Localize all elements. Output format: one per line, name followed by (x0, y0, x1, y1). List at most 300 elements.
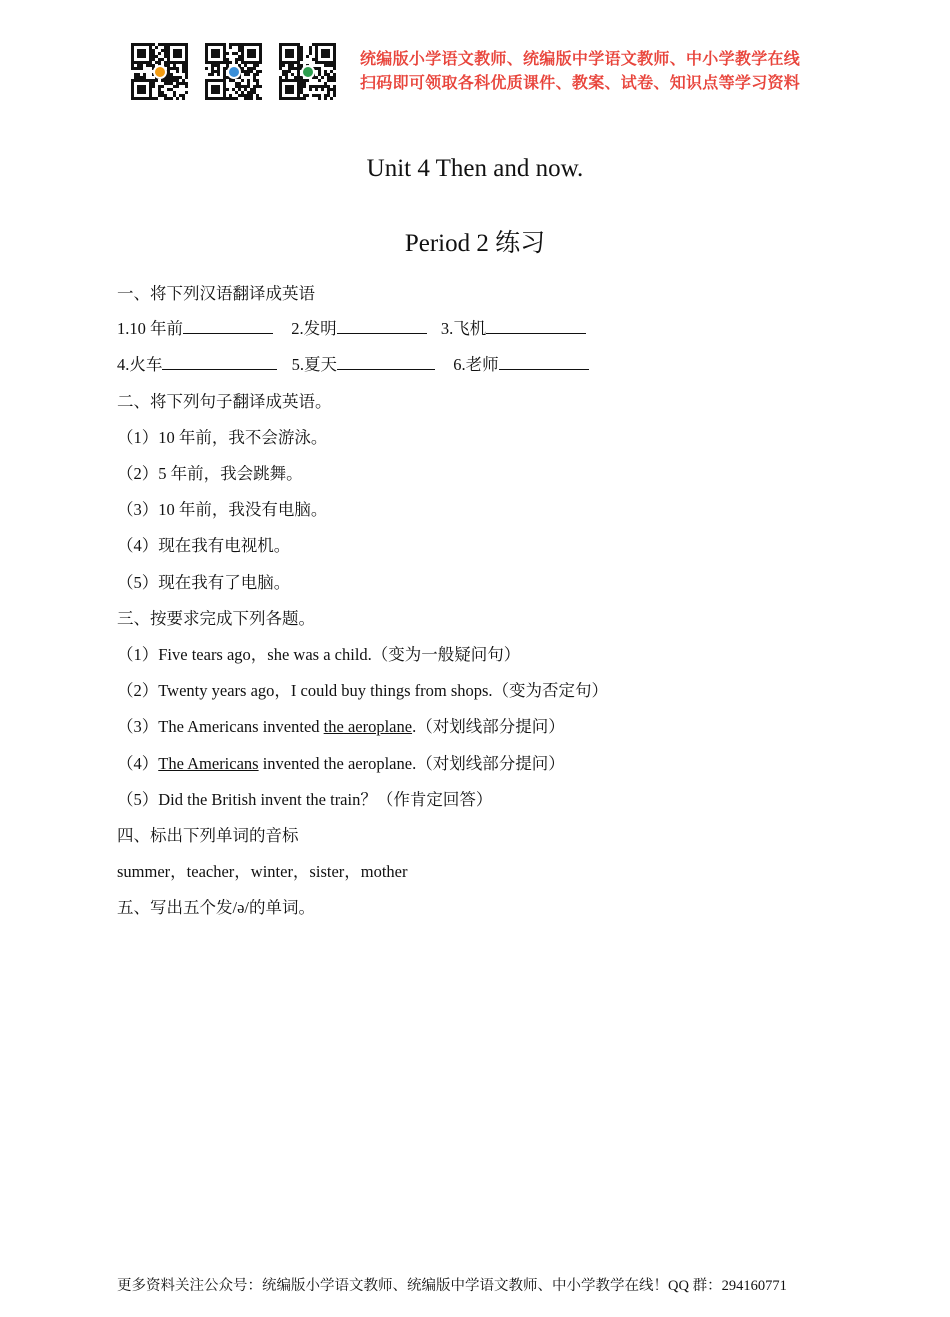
qr-module (256, 70, 259, 73)
qr-module (318, 79, 321, 82)
qr-module (253, 88, 256, 91)
page-title: Unit 4 Then and now. (366, 155, 584, 182)
section-2-item: （5）现在我有了电脑。 (117, 573, 291, 592)
qr-module (297, 64, 300, 67)
qr-module (294, 67, 297, 70)
vocab-item: 6.老师 (453, 355, 499, 374)
qr-module (330, 76, 333, 79)
qr-module (161, 79, 164, 82)
qr-module (235, 58, 238, 61)
qr-module (241, 85, 244, 88)
qr-module (300, 49, 303, 52)
qr-module (170, 82, 173, 85)
qr-module (321, 85, 324, 88)
qr-module (241, 94, 244, 97)
qr-module (333, 94, 336, 97)
vocab-item: 4.火车 (117, 355, 163, 374)
qr-module (185, 67, 188, 70)
qr-module (182, 79, 185, 82)
qr-module (176, 82, 179, 85)
qr-module (247, 79, 250, 82)
qr-module (297, 76, 300, 79)
qr-module (333, 79, 336, 82)
qr-module (250, 67, 253, 70)
qr-module (170, 67, 173, 70)
section-2-item: （3）10 年前，我没有电脑。 (117, 500, 328, 519)
vocab-item: 2.发明 (291, 319, 337, 338)
section-3-heading: 三、按要求完成下列各题。 (117, 609, 315, 628)
answer-blank[interactable] (499, 354, 589, 370)
qr-module (238, 46, 241, 49)
qr-module (164, 55, 167, 58)
qr-module (250, 94, 253, 97)
qr-module (155, 46, 158, 49)
answer-blank[interactable] (337, 354, 435, 370)
qr-module (158, 91, 161, 94)
qr-module (250, 70, 253, 73)
qr-module (303, 85, 306, 88)
qr-module (324, 70, 327, 73)
section-2-item: （2）5 年前，我会跳舞。 (117, 464, 303, 483)
qr-module (256, 82, 259, 85)
answer-blank[interactable] (162, 354, 277, 370)
qr-module (226, 58, 229, 61)
qr-module (134, 73, 137, 76)
qr-module (253, 64, 256, 67)
qr-module (315, 88, 318, 91)
qr-module (247, 67, 250, 70)
qr-module (238, 43, 241, 46)
qr-module (167, 64, 170, 67)
qr-module (256, 73, 259, 76)
qr-module (217, 73, 220, 76)
qr-code-3 (279, 43, 336, 100)
qr-module (229, 79, 232, 82)
qr-module (137, 73, 140, 76)
qr-module (244, 70, 247, 73)
qr-module (173, 76, 176, 79)
qr-module (211, 64, 214, 67)
section-1-heading: 一、将下列汉语翻译成英语 (117, 284, 315, 303)
qr-module (167, 79, 170, 82)
qr-code-2 (205, 43, 262, 100)
promo-banner (360, 47, 800, 95)
qr-module (324, 82, 327, 85)
qr-module (223, 73, 226, 76)
qr-module (297, 70, 300, 73)
qr-module (244, 88, 247, 91)
qr-module (333, 76, 336, 79)
qr-module (173, 85, 176, 88)
qr-module (185, 91, 188, 94)
qr-module (256, 94, 259, 97)
qr-module (164, 43, 167, 46)
answer-blank[interactable] (337, 318, 427, 334)
qr-module (327, 91, 330, 94)
qr-module (152, 85, 155, 88)
qr-module (282, 64, 285, 67)
qr-module (226, 52, 229, 55)
qr-module (238, 49, 241, 52)
qr-module (309, 52, 312, 55)
qr-module (152, 58, 155, 61)
qr-module (137, 76, 140, 79)
section-2-item: （1）10 年前，我不会游泳。 (117, 428, 328, 447)
qr-module (137, 64, 140, 67)
qr-module (315, 67, 318, 70)
qr-module (143, 76, 146, 79)
qr-module (327, 94, 330, 97)
qr-module (256, 97, 259, 100)
qr-module (211, 49, 220, 58)
qr-module (288, 67, 291, 70)
qr-module (288, 64, 291, 67)
qr-module (155, 97, 158, 100)
underlined-phrase: The Americans (158, 754, 259, 773)
qr-module (238, 55, 241, 58)
qr-module (333, 64, 336, 67)
qr-module (300, 79, 303, 82)
qr-module (167, 88, 170, 91)
qr-module (164, 79, 167, 82)
qr-module (327, 85, 330, 88)
qr-module (161, 85, 164, 88)
qr-module (211, 85, 220, 94)
qr-module (285, 73, 288, 76)
qr-module (158, 58, 161, 61)
qr-module (318, 73, 321, 76)
qr-module (247, 85, 250, 88)
qr-module (300, 85, 303, 88)
qr-module (318, 97, 321, 100)
qr-module (217, 70, 220, 73)
qr-module (217, 67, 220, 70)
qr-module (238, 82, 241, 85)
section-3-question-4 (117, 753, 565, 775)
qr-module (244, 97, 247, 100)
answer-blank[interactable] (183, 318, 273, 334)
qr-module (333, 85, 336, 88)
qr-logo-icon (229, 67, 239, 77)
qr-module (232, 52, 235, 55)
qr-module (152, 55, 155, 58)
qr-module (140, 76, 143, 79)
qr-module (259, 97, 262, 100)
qr-module (155, 55, 158, 58)
qr-module (229, 43, 232, 46)
qr-module (312, 85, 315, 88)
qr-module (176, 85, 179, 88)
qr-module (303, 94, 306, 97)
qr-module (143, 73, 146, 76)
qr-module (214, 64, 217, 67)
section-3-question-5: （5）Did the British invent the train？（作肯定回答） (117, 790, 493, 809)
qr-module (158, 61, 161, 64)
qr-module (235, 61, 238, 64)
qr-module (170, 73, 173, 76)
section-4-words: summer，teacher，winter，sister，mother (117, 862, 408, 881)
qr-module (214, 70, 217, 73)
qr-module (330, 97, 333, 100)
qr-module (182, 67, 185, 70)
qr-module (235, 91, 238, 94)
qr-module (327, 88, 330, 91)
qr-module (158, 94, 161, 97)
qr-module (235, 85, 238, 88)
qr-module (241, 91, 244, 94)
qr-module (324, 94, 327, 97)
qr-module (291, 73, 294, 76)
qr-module (155, 61, 158, 64)
question-text: invented the aeroplane.（对划线部分提问） (258, 754, 565, 773)
qr-module (250, 91, 253, 94)
qr-module (173, 64, 176, 67)
qr-module (211, 67, 214, 70)
qr-module (137, 49, 146, 58)
qr-module (309, 88, 312, 91)
qr-module (235, 82, 238, 85)
qr-module (161, 91, 164, 94)
qr-module (211, 73, 214, 76)
qr-module (324, 85, 327, 88)
qr-module (176, 79, 179, 82)
qr-module (152, 97, 155, 100)
qr-module (164, 82, 167, 85)
qr-module (247, 82, 250, 85)
qr-module (333, 88, 336, 91)
qr-module (176, 70, 179, 73)
qr-module (185, 85, 188, 88)
qr-module (256, 79, 259, 82)
qr-module (229, 61, 232, 64)
qr-module (164, 61, 167, 64)
qr-logo-icon (303, 67, 313, 77)
qr-module (327, 64, 330, 67)
qr-module (164, 52, 167, 55)
qr-module (318, 85, 321, 88)
qr-module (217, 64, 220, 67)
qr-module (161, 94, 164, 97)
qr-module (291, 64, 294, 67)
qr-module (173, 79, 176, 82)
qr-module (285, 49, 294, 58)
qr-module (226, 61, 229, 64)
qr-module (161, 49, 164, 52)
qr-module (173, 91, 176, 94)
question-instruction: .（对划线部分提问） (412, 717, 565, 736)
qr-module (170, 97, 173, 100)
qr-module (303, 79, 306, 82)
qr-module (176, 97, 179, 100)
qr-module (285, 85, 294, 94)
qr-module (131, 67, 134, 70)
qr-module (247, 73, 250, 76)
qr-module (167, 67, 170, 70)
page-subtitle: Period 2 练习 (404, 230, 546, 257)
qr-module (161, 43, 164, 46)
qr-module (140, 67, 143, 70)
qr-module (250, 88, 253, 91)
qr-module (185, 82, 188, 85)
qr-module (185, 70, 188, 73)
qr-module (297, 73, 300, 76)
section-3-question-3 (117, 716, 565, 738)
qr-module (330, 79, 333, 82)
qr-module (241, 70, 244, 73)
vocab-item: 5.夏天 (291, 355, 337, 374)
qr-module (324, 97, 327, 100)
qr-module (223, 67, 226, 70)
qr-module (158, 85, 161, 88)
qr-module (309, 85, 312, 88)
section-3-question-2: （2）Twenty years ago，I could buy things from shops.（变为否定句） (117, 681, 609, 700)
qr-module (167, 76, 170, 79)
qr-module (321, 76, 324, 79)
promo-banner-line-1: 统编版小学语文教师、统编版中学语文教师、中小学教学在线 (360, 49, 801, 68)
qr-module (312, 58, 315, 61)
qr-module (300, 58, 303, 61)
qr-module (253, 76, 256, 79)
qr-module (300, 46, 303, 49)
qr-module (330, 70, 333, 73)
qr-module (294, 76, 297, 79)
qr-module (235, 97, 238, 100)
qr-module (306, 79, 309, 82)
vocab-item: 3.飞机 (440, 319, 487, 338)
qr-module (223, 76, 226, 79)
qr-module (176, 67, 179, 70)
qr-module (179, 94, 182, 97)
qr-module (312, 43, 315, 46)
qr-module (297, 67, 300, 70)
qr-module (253, 67, 256, 70)
qr-module (303, 97, 306, 100)
qr-module (152, 49, 155, 52)
qr-module (282, 70, 285, 73)
qr-module (321, 49, 330, 58)
qr-module (229, 97, 232, 100)
qr-module (327, 76, 330, 79)
qr-module (223, 70, 226, 73)
qr-module (291, 67, 294, 70)
qr-module (170, 76, 173, 79)
qr-module (185, 73, 188, 76)
qr-module (253, 79, 256, 82)
qr-module (253, 91, 256, 94)
qr-module (182, 64, 185, 67)
qr-module (315, 85, 318, 88)
qr-module (306, 55, 309, 58)
qr-module (309, 49, 312, 52)
qr-module (205, 67, 208, 70)
qr-module (137, 85, 146, 94)
section-4-heading: 四、标出下列单词的音标 (117, 826, 299, 845)
qr-module (173, 94, 176, 97)
qr-module (244, 85, 247, 88)
qr-module (247, 97, 250, 100)
qr-module (170, 88, 173, 91)
qr-module (244, 94, 247, 97)
qr-module (253, 73, 256, 76)
qr-module (134, 67, 137, 70)
qr-module (244, 73, 247, 76)
qr-module (318, 70, 321, 73)
qr-module (158, 88, 161, 91)
qr-module (235, 52, 238, 55)
qr-module (244, 64, 247, 67)
qr-module (131, 64, 134, 67)
qr-module (315, 76, 318, 79)
vocab-item: 1.10 年前 (117, 319, 183, 338)
qr-module (300, 82, 303, 85)
qr-module (229, 94, 232, 97)
qr-module (146, 64, 149, 67)
qr-module (241, 79, 244, 82)
qr-module (167, 70, 170, 73)
section-5-heading: 五、写出五个发/ə/的单词。 (117, 898, 315, 917)
qr-module (211, 70, 214, 73)
qr-module (253, 85, 256, 88)
underlined-phrase: the aeroplane (323, 717, 413, 736)
qr-module (327, 79, 330, 82)
qr-module (173, 49, 182, 58)
qr-module (149, 64, 152, 67)
question-number: （4） (117, 754, 159, 773)
section-3-question-1: （1）Five tears ago，she was a child.（变为一般疑问句） (117, 645, 521, 664)
qr-module (152, 43, 155, 46)
qr-module (303, 82, 306, 85)
section-2-heading: 二、将下列句子翻译成英语。 (117, 392, 332, 411)
qr-module (182, 94, 185, 97)
qr-module (247, 91, 250, 94)
qr-module (179, 76, 182, 79)
qr-module (279, 67, 282, 70)
qr-module (182, 97, 185, 100)
qr-module (330, 88, 333, 91)
qr-module (232, 88, 235, 91)
qr-module (232, 79, 235, 82)
qr-module (256, 64, 259, 67)
qr-module (309, 46, 312, 49)
qr-module (238, 88, 241, 91)
section-1-row-1 (117, 318, 586, 340)
qr-module (170, 79, 173, 82)
qr-module (324, 64, 327, 67)
qr-module (152, 79, 155, 82)
qr-module (256, 85, 259, 88)
qr-module (259, 70, 262, 73)
qr-module (300, 88, 303, 91)
answer-blank[interactable] (486, 318, 586, 334)
qr-module (226, 97, 229, 100)
qr-module (179, 82, 182, 85)
qr-module (152, 52, 155, 55)
qr-module (134, 76, 137, 79)
qr-module (333, 67, 336, 70)
qr-module (333, 91, 336, 94)
qr-module (247, 49, 256, 58)
qr-module (226, 88, 229, 91)
qr-module (158, 52, 161, 55)
qr-module (167, 73, 170, 76)
qr-module (235, 43, 238, 46)
qr-module (167, 82, 170, 85)
qr-module (324, 73, 327, 76)
qr-module (238, 94, 241, 97)
qr-module (152, 82, 155, 85)
qr-module (285, 70, 288, 73)
qr-module (238, 85, 241, 88)
